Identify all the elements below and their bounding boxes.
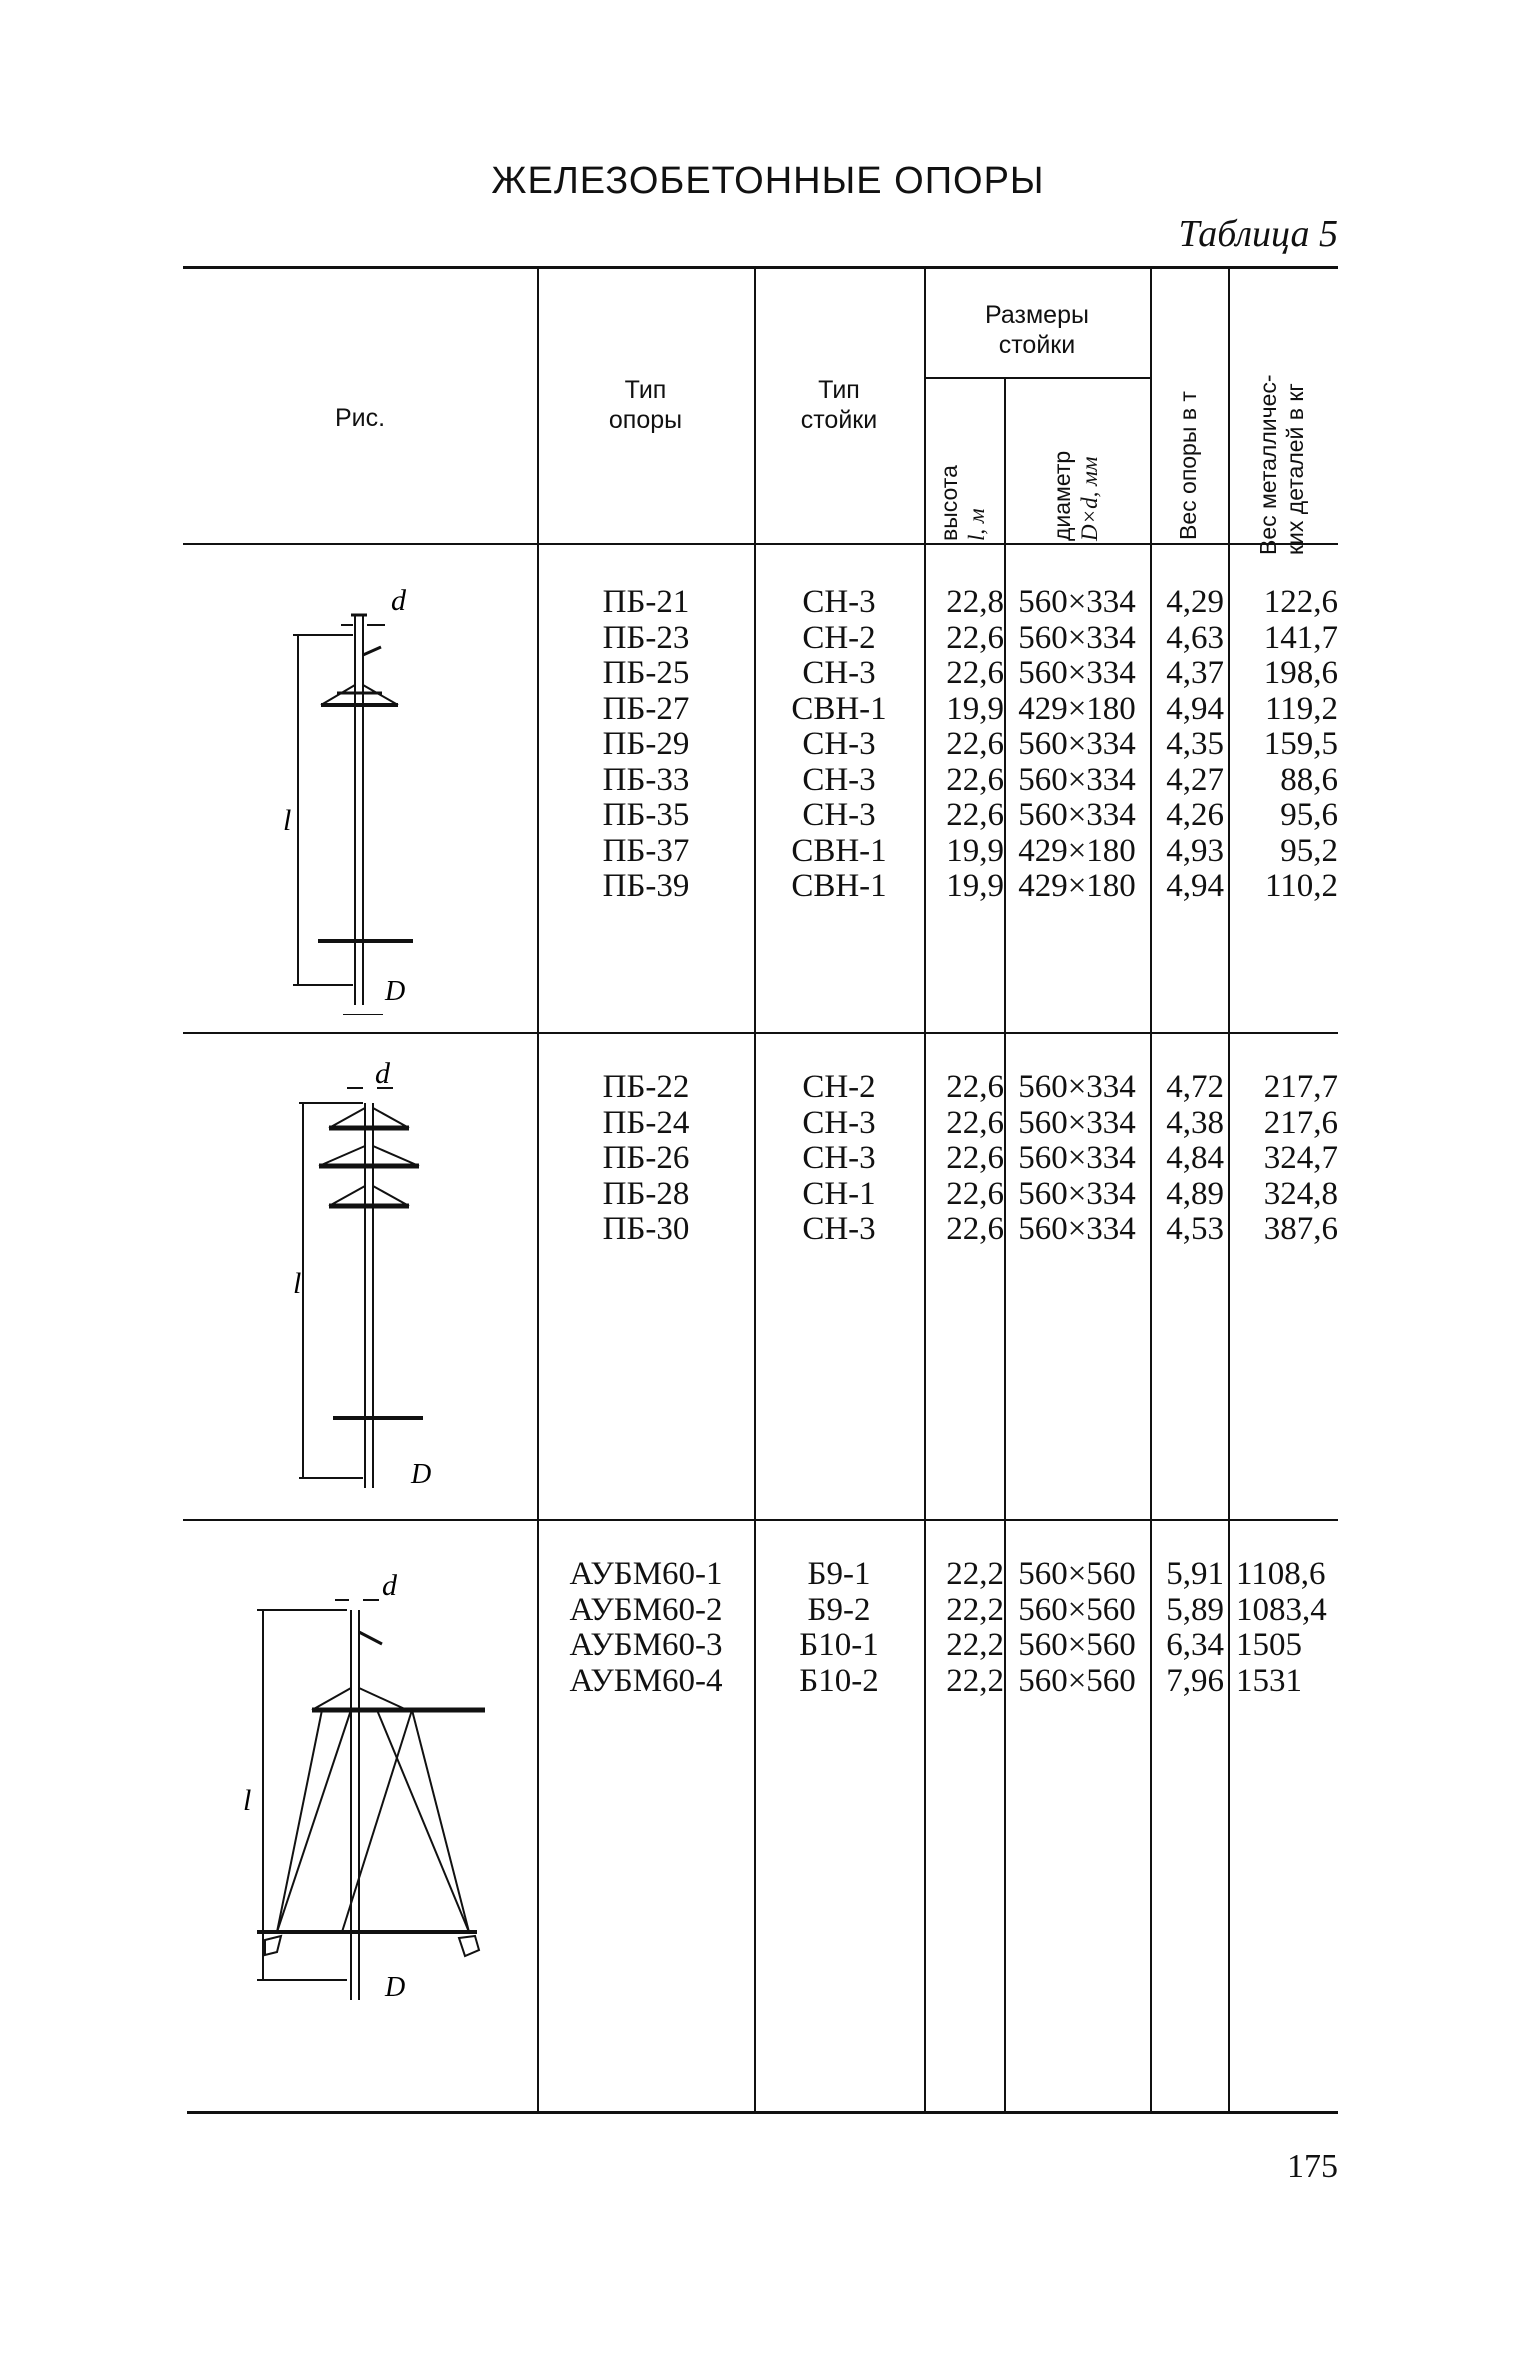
table-cell-pole-type: ПБ-39: [602, 868, 690, 904]
table-cell-metal-weight: 1531: [1236, 1662, 1302, 1699]
group1-stand-type-column: [755, 585, 923, 905]
fig1-label-d: d: [391, 584, 406, 617]
fig2-label-d: d: [375, 1058, 390, 1090]
table-cell-pole-type: ПБ-24: [602, 1104, 690, 1141]
table-cell-stand-type: СВН-1: [791, 690, 887, 727]
table-cell-stand-type: СН-3: [802, 1211, 876, 1247]
group3-stand-type-column: [755, 1557, 923, 1699]
table-cell-metal-weight: 198,6: [1263, 655, 1338, 691]
table-cell-diameter: 560×334: [1018, 1140, 1136, 1176]
table-cell-weight: 4,37: [1166, 655, 1224, 691]
table-cell-weight: 6,34: [1166, 1627, 1224, 1663]
header-metal: Вес металличес- ких деталей в кг: [1255, 374, 1308, 555]
table-cell-weight: 4,27: [1166, 761, 1224, 798]
table-cell-metal-weight: 217,6: [1263, 1104, 1338, 1141]
table-cell-pole-type: ПБ-23: [602, 619, 690, 656]
group2-diameter-column: [1006, 1070, 1148, 1248]
table-cell-weight: 4,29: [1166, 584, 1224, 620]
fig2-label-D: D: [411, 1459, 432, 1490]
table-cell-diameter: 560×334: [1018, 1175, 1136, 1212]
col-divider-6: [1228, 268, 1230, 2113]
table-cell-diameter: 560×334: [1018, 1069, 1136, 1105]
table-cell-diameter: 429×180: [1018, 832, 1136, 869]
page-number: 175: [1287, 2148, 1338, 2185]
header-diameter: диаметр D×d, мм: [1049, 450, 1102, 541]
page-title: ЖЕЛЕЗОБЕТОННЫЕ ОПОРЫ: [491, 160, 1045, 202]
table-cell-stand-type: СН-3: [802, 797, 876, 833]
table-cell-metal-weight: 387,6: [1263, 1211, 1338, 1247]
table-cell-height: 22,2: [946, 1591, 1004, 1628]
table-cell-weight: 5,91: [1166, 1556, 1224, 1592]
table-cell-stand-type: СН-2: [802, 1069, 876, 1105]
table-cell-metal-weight: 110,2: [1264, 868, 1338, 904]
header-bottom-rule: [183, 543, 1338, 545]
header-fig: Рис.: [334, 404, 386, 432]
group3-pole-type-column: [540, 1557, 752, 1699]
table-cell-stand-type: СН-3: [802, 1140, 876, 1176]
group1-height-column: [928, 585, 1004, 905]
group2-weight-column: [1150, 1070, 1224, 1248]
table-cell-stand-type: СН-1: [802, 1175, 876, 1212]
table-cell-weight: 4,94: [1166, 690, 1224, 727]
table-cell-height: 22,6: [946, 761, 1004, 798]
table-top-rule: [183, 266, 1338, 269]
table-cell-height: 22,8: [946, 584, 1004, 620]
table-cell-weight: 7,96: [1166, 1662, 1224, 1699]
table-cell-diameter: 429×180: [1018, 690, 1136, 727]
table-cell-stand-type: СВН-1: [791, 868, 887, 904]
header-dims: Размеры стойки: [985, 301, 1089, 359]
group1-diameter-column: [1006, 585, 1148, 905]
group1-pole-type-column: [540, 585, 752, 905]
pole-figure-1: [283, 575, 433, 1015]
table-cell-metal-weight: 88,6: [1280, 761, 1338, 798]
table-cell-stand-type: СН-2: [802, 619, 876, 656]
table-label: Таблица 5: [1178, 213, 1338, 255]
table-cell-pole-type: ПБ-25: [602, 655, 690, 691]
table-cell-pole-type: АУБМ60-3: [569, 1627, 723, 1663]
table-cell-height: 19,9: [946, 832, 1004, 869]
table-cell-weight: 4,38: [1166, 1104, 1224, 1141]
group2-stand-type-column: [755, 1070, 923, 1248]
table-cell-height: 22,6: [946, 655, 1004, 691]
table-cell-pole-type: ПБ-26: [602, 1140, 690, 1176]
table-cell-metal-weight: 217,7: [1263, 1069, 1338, 1105]
table-cell-height: 22,6: [946, 726, 1004, 762]
table-cell-height: 22,6: [946, 1069, 1004, 1105]
table-cell-height: 22,6: [946, 797, 1004, 833]
table-cell-pole-type: АУБМ60-4: [569, 1662, 723, 1699]
table-cell-weight: 4,26: [1166, 797, 1224, 833]
table-cell-diameter: 560×560: [1018, 1662, 1136, 1699]
group3-diameter-column: [1006, 1557, 1148, 1699]
table-cell-height: 22,6: [946, 1175, 1004, 1212]
fig2-label-l: l: [293, 1267, 302, 1300]
table-cell-metal-weight: 159,5: [1263, 726, 1338, 762]
table-cell-diameter: 560×334: [1018, 1104, 1136, 1141]
table-cell-weight: 4,94: [1166, 868, 1224, 904]
table-cell-pole-type: ПБ-28: [602, 1175, 690, 1212]
group1-metal-weight-column: [1232, 585, 1338, 905]
fig1-label-D: D: [385, 976, 406, 1007]
table-cell-weight: 4,84: [1166, 1140, 1224, 1176]
group2-height-column: [928, 1070, 1004, 1248]
table-cell-pole-type: ПБ-29: [602, 726, 690, 762]
table-cell-pole-type: ПБ-35: [602, 797, 690, 833]
group2-metal-weight-column: [1232, 1070, 1338, 1248]
table-cell-height: 22,6: [946, 1140, 1004, 1176]
table-cell-pole-type: АУБМ60-1: [569, 1556, 723, 1592]
table-cell-stand-type: СН-3: [802, 655, 876, 691]
table-cell-stand-type: Б9-1: [807, 1556, 871, 1592]
group2-bottom-rule: [183, 1519, 1338, 1521]
fig3-label-d: d: [382, 1569, 397, 1602]
group1-weight-column: [1150, 585, 1224, 905]
table-cell-metal-weight: 119,2: [1264, 690, 1338, 727]
table-cell-weight: 4,53: [1166, 1211, 1224, 1247]
group3-height-column: [928, 1557, 1004, 1699]
table-cell-height: 19,9: [946, 868, 1004, 904]
table-cell-pole-type: ПБ-22: [602, 1069, 690, 1105]
table-cell-weight: 4,63: [1166, 619, 1224, 656]
table-cell-weight: 4,72: [1166, 1069, 1224, 1105]
table-cell-pole-type: АУБМ60-2: [569, 1591, 723, 1628]
table-cell-height: 22,2: [946, 1662, 1004, 1699]
group2-pole-type-column: [540, 1070, 752, 1248]
table-bottom-rule: [187, 2111, 1338, 2114]
group1-bottom-rule: [183, 1032, 1338, 1034]
table-cell-metal-weight: 1083,4: [1236, 1591, 1327, 1628]
table-cell-height: 22,6: [946, 1211, 1004, 1247]
table-cell-stand-type: СВН-1: [791, 832, 887, 869]
table-cell-stand-type: СН-3: [802, 584, 876, 620]
table-cell-pole-type: ПБ-27: [602, 690, 690, 727]
table-cell-diameter: 560×560: [1018, 1591, 1136, 1628]
table-cell-stand-type: Б10-2: [799, 1662, 879, 1699]
pole-figure-2: [293, 1058, 453, 1498]
table-cell-pole-type: ПБ-37: [602, 832, 690, 869]
table-cell-stand-type: СН-3: [802, 761, 876, 798]
table-cell-metal-weight: 95,2: [1280, 832, 1338, 869]
table-cell-diameter: 560×334: [1018, 726, 1136, 762]
table-cell-pole-type: ПБ-21: [602, 584, 690, 620]
group3-weight-column: [1150, 1557, 1224, 1699]
table-cell-metal-weight: 141,7: [1263, 619, 1338, 656]
header-pole-type: Тип опоры: [608, 376, 683, 434]
table-cell-diameter: 429×180: [1018, 868, 1136, 904]
table-cell-stand-type: СН-3: [802, 1104, 876, 1141]
table-cell-metal-weight: 122,6: [1263, 584, 1338, 620]
table-cell-height: 19,9: [946, 690, 1004, 727]
table-cell-pole-type: ПБ-30: [602, 1211, 690, 1247]
table-cell-height: 22,6: [946, 619, 1004, 656]
table-cell-diameter: 560×560: [1018, 1556, 1136, 1592]
dims-header-rule: [925, 377, 1151, 379]
table-cell-weight: 4,35: [1166, 726, 1224, 762]
table-cell-pole-type: ПБ-33: [602, 761, 690, 798]
fig3-label-l: l: [243, 1784, 252, 1817]
table-cell-metal-weight: 1505: [1236, 1627, 1302, 1663]
table-cell-diameter: 560×560: [1018, 1627, 1136, 1663]
col-divider-3: [924, 268, 926, 2113]
table-cell-weight: 5,89: [1166, 1591, 1224, 1628]
header-weight: Вес опоры в т: [1175, 391, 1201, 540]
table-cell-diameter: 560×334: [1018, 584, 1136, 620]
table-cell-stand-type: Б9-2: [807, 1591, 871, 1628]
col-divider-1: [537, 268, 539, 2113]
table-cell-diameter: 560×334: [1018, 761, 1136, 798]
header-height: высота l, м: [936, 465, 989, 541]
table-cell-diameter: 560×334: [1018, 797, 1136, 833]
fig3-label-D: D: [385, 1972, 406, 2003]
table-cell-weight: 4,93: [1166, 832, 1224, 869]
table-cell-height: 22,2: [946, 1627, 1004, 1663]
group3-metal-weight-column: [1236, 1557, 1342, 1699]
table-cell-metal-weight: 1108,6: [1236, 1556, 1326, 1592]
table-cell-diameter: 560×334: [1018, 655, 1136, 691]
table-cell-metal-weight: 95,6: [1280, 797, 1338, 833]
table-cell-height: 22,2: [946, 1556, 1004, 1592]
pole-figure-3: [237, 1560, 497, 2020]
header-stand-type: Тип стойки: [800, 376, 878, 434]
table-cell-weight: 4,89: [1166, 1175, 1224, 1212]
table-cell-metal-weight: 324,7: [1263, 1140, 1338, 1176]
table-cell-diameter: 560×334: [1018, 619, 1136, 656]
table-cell-stand-type: Б10-1: [799, 1627, 879, 1663]
table-cell-metal-weight: 324,8: [1263, 1175, 1338, 1212]
table-cell-height: 22,6: [946, 1104, 1004, 1141]
table-cell-diameter: 560×334: [1018, 1211, 1136, 1247]
table-cell-stand-type: СН-3: [802, 726, 876, 762]
fig1-label-l: l: [283, 804, 292, 837]
